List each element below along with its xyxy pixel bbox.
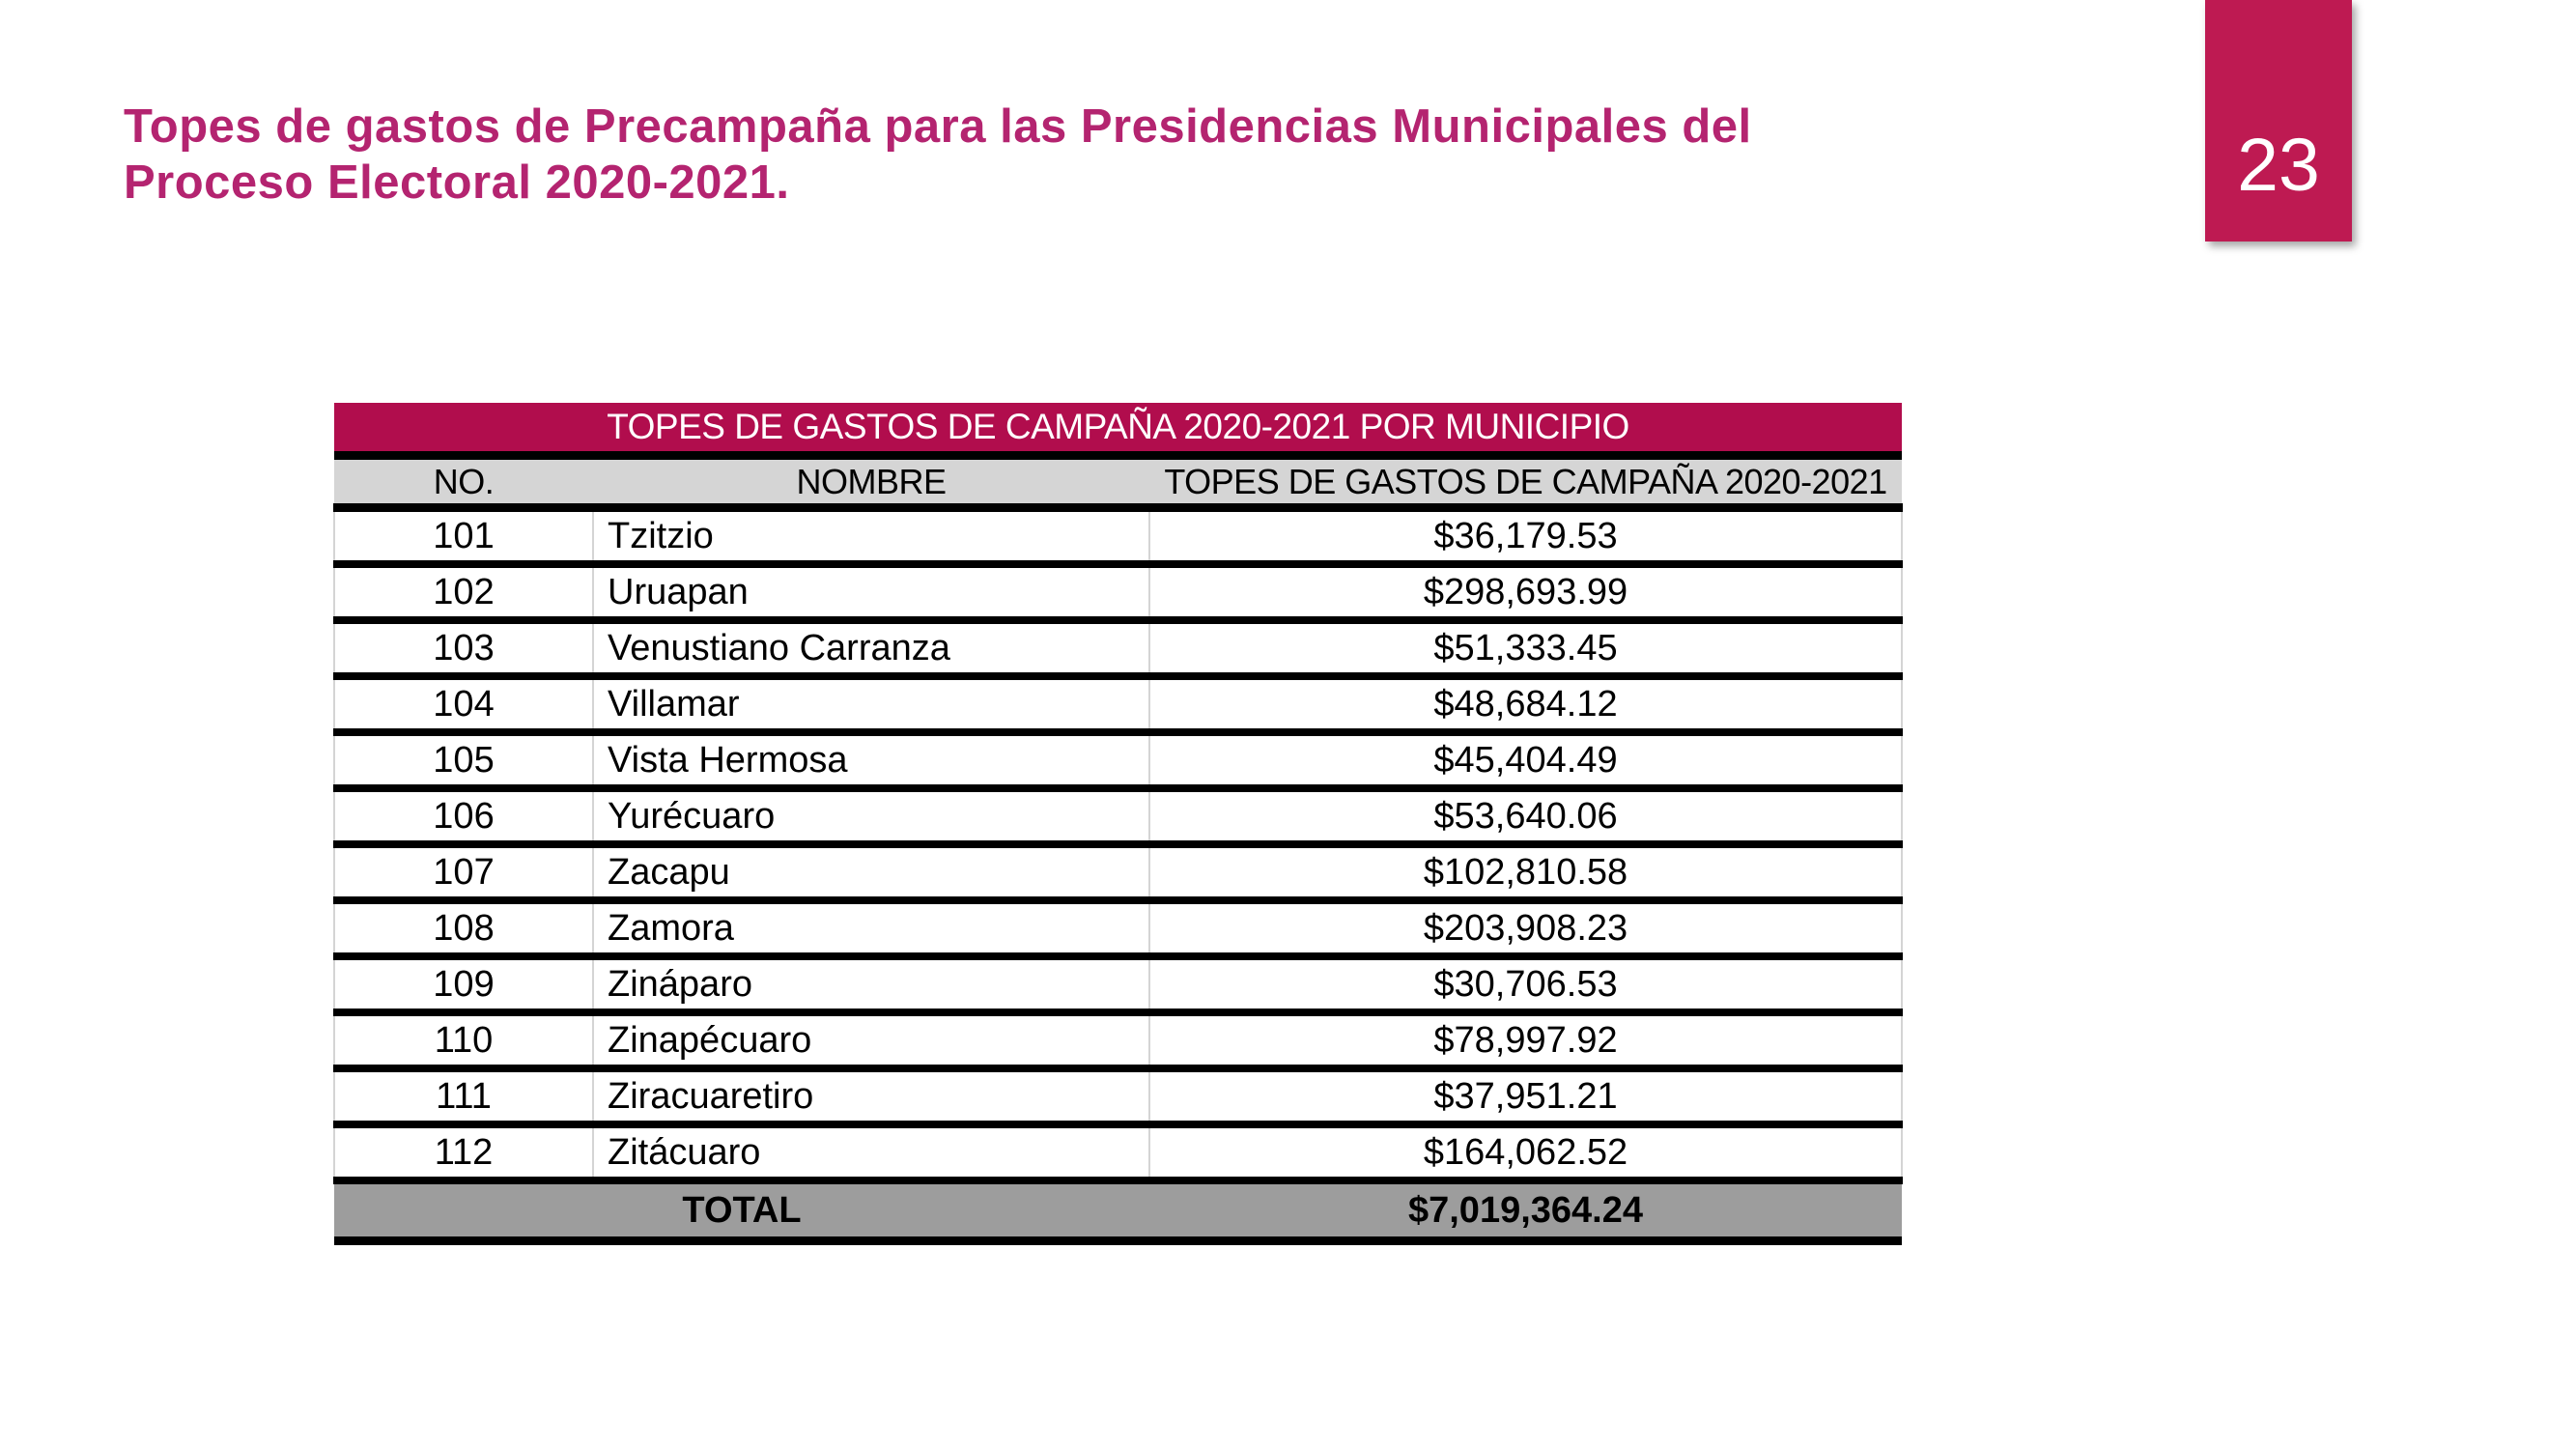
col-header-topes: TOPES DE GASTOS DE CAMPAÑA 2020-2021 [1149, 456, 1902, 508]
table-row [334, 900, 1902, 956]
cell-no: 112 [334, 1124, 593, 1180]
col-header-nombre: NOMBRE [593, 456, 1149, 508]
total-label: TOTAL [334, 1180, 1149, 1241]
slide-title [124, 99, 2152, 211]
table-title: TOPES DE GASTOS DE CAMPAÑA 2020-2021 POR MUNICIPIO [334, 403, 1902, 456]
table-row [334, 1012, 1902, 1068]
cell-tope: $203,908.23 [1149, 900, 1902, 956]
cell-no: 110 [334, 1012, 593, 1068]
cell-tope: $78,997.92 [1149, 1012, 1902, 1068]
total-value: $7,019,364.24 [1149, 1180, 1902, 1241]
table-row [334, 620, 1902, 676]
table-row [334, 1068, 1902, 1124]
table-row [334, 788, 1902, 844]
cell-tope: $45,404.49 [1149, 732, 1902, 788]
slide-title-line-2: Proceso Electoral 2020-2021. [124, 156, 790, 209]
cell-no: 111 [334, 1068, 593, 1124]
cell-nombre: Uruapan [593, 564, 1149, 620]
cell-nombre: Villamar [593, 676, 1149, 732]
table-row [334, 564, 1902, 620]
cell-tope: $37,951.21 [1149, 1068, 1902, 1124]
column-header-row [334, 456, 1902, 508]
cell-tope: $298,693.99 [1149, 564, 1902, 620]
cell-nombre: Zitácuaro [593, 1124, 1149, 1180]
cell-nombre: Vista Hermosa [593, 732, 1149, 788]
cell-no: 106 [334, 788, 593, 844]
cell-nombre: Zinapécuaro [593, 1012, 1149, 1068]
table-row [334, 676, 1902, 732]
table-row [334, 508, 1902, 565]
cell-no: 103 [334, 620, 593, 676]
cell-tope: $53,640.06 [1149, 788, 1902, 844]
col-header-no: NO. [334, 456, 593, 508]
cell-nombre: Yurécuaro [593, 788, 1149, 844]
table-row [334, 1124, 1902, 1180]
cell-no: 109 [334, 956, 593, 1012]
cell-nombre: Tzitzio [593, 508, 1149, 565]
page-number: 23 [2237, 124, 2320, 207]
cell-no: 101 [334, 508, 593, 565]
table-title-band [334, 403, 1902, 456]
cell-no: 107 [334, 844, 593, 900]
cell-tope: $164,062.52 [1149, 1124, 1902, 1180]
cell-nombre: Venustiano Carranza [593, 620, 1149, 676]
cell-tope: $102,810.58 [1149, 844, 1902, 900]
cell-tope: $30,706.53 [1149, 956, 1902, 1012]
page-number-box [2205, 0, 2352, 242]
cell-no: 105 [334, 732, 593, 788]
table-row [334, 732, 1902, 788]
cell-tope: $51,333.45 [1149, 620, 1902, 676]
cell-nombre: Ziracuaretiro [593, 1068, 1149, 1124]
cell-nombre: Zacapu [593, 844, 1149, 900]
expenses-table [333, 403, 1903, 1245]
table-row [334, 844, 1902, 900]
total-row [334, 1180, 1902, 1241]
cell-no: 102 [334, 564, 593, 620]
cell-no: 108 [334, 900, 593, 956]
cell-no: 104 [334, 676, 593, 732]
cell-nombre: Zináparo [593, 956, 1149, 1012]
slide-title-line-1: Topes de gastos de Precampaña para las Presidencias Municipales del [124, 100, 1752, 153]
cell-tope: $48,684.12 [1149, 676, 1902, 732]
cell-nombre: Zamora [593, 900, 1149, 956]
cell-tope: $36,179.53 [1149, 508, 1902, 565]
table-row [334, 956, 1902, 1012]
